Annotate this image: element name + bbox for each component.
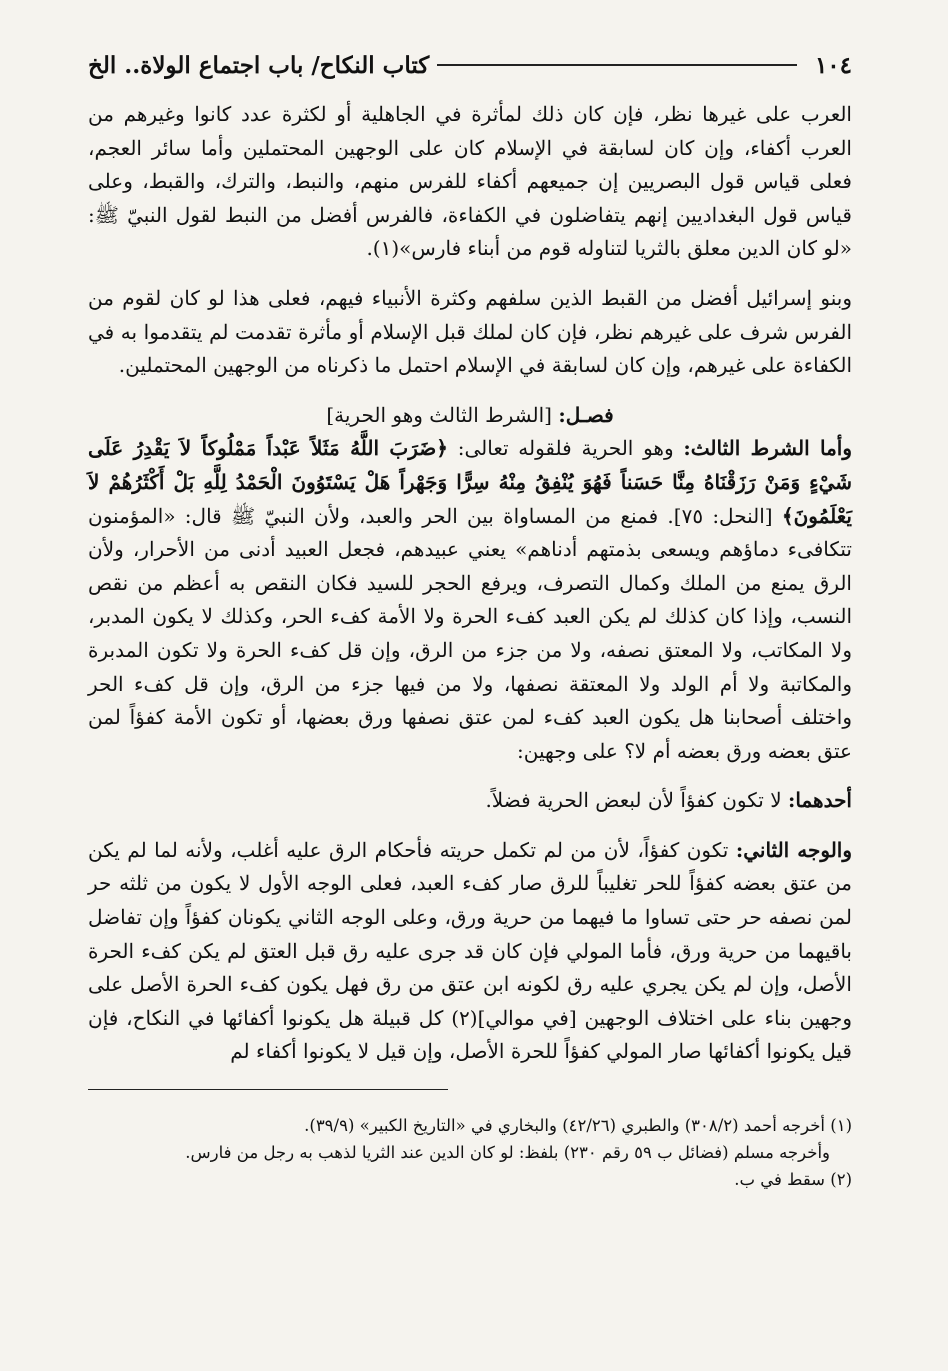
header-rule (437, 64, 797, 66)
running-header (88, 52, 852, 92)
paragraph (88, 834, 852, 1069)
section-heading (88, 399, 852, 433)
section-title: [الشرط الثالث وهو الحرية] (326, 402, 552, 427)
paragraph-rest: [النحل: ٧٥]. فمنع من المساواة بين الحر والعبد، ولأن النبيّ ﷺ قال: «المؤمنون تتكافىء دماؤهم ويسعى بذمتهم أدناهم» يعني عبيدهم، فجعل العبيد أدنى من الأحرار، ولأن الرق يمنع من الملك وكمال التصرف، ويرفع الحجر للسيد فكان النقص به أعظم من نقص النسب، وإذا كان كذلك لم يكن العبد كفء الحرة ولا الأمة كفء الحر، وكذلك لا يكون المدبر، ولا المكاتب، ولا المعتق نصفه، ولا من جزء من الرق، وإن قل كفء الحرة ولا تكون المدبرة والمكاتبة ولا أم الولد ولا المعتقة نصفها، ولا من فيها جزء من الرق، وإن قل كفء الحر واختلف أصحابنا هل يكون العبد كفء لمن عتق نصفها ورق بعضها، أو تكون الأمة كفؤاً لمن عتق بعضه ورق بعضه أم لا؟ على وجهين: (88, 503, 852, 763)
footnote: (٢) سقط في ب. (734, 1170, 852, 1190)
footnote: وأخرجه مسلم (فضائل ب ٥٩ رقم ٢٣٠) بلفظ: لو كان الدين عند الثريا لذهب به رجل من فارس. (185, 1143, 830, 1163)
paragraph-text: لا تكون كفؤاً لأن لبعض الحرية فضلاً. (485, 788, 782, 813)
main-text (88, 98, 852, 1069)
paragraph-lead: والوجه الثاني: (735, 837, 852, 862)
footnote: (١) أخرجه أحمد (٣٠٨/٢) والطبري (٤٢/٢٦) والبخاري في «التاريخ الكبير» (٣٩/٩). (304, 1116, 852, 1136)
running-title: كتاب النكاح/ باب اجتماع الولاة.. الخ (88, 52, 430, 79)
paragraph (88, 784, 852, 818)
paragraph (88, 432, 852, 768)
paragraph-lead: أحدهما: (787, 788, 852, 813)
footnote-separator (88, 1089, 448, 1090)
paragraph-intro: وهو الحرية فلقوله تعالى: (457, 436, 674, 461)
paragraph: العرب على غيرها نظر، فإن كان ذلك لمأثرة في الجاهلية أو لكثرة عدد كانوا وغيرهم من العرب أكفاء، وإن كان لسابقة في الإسلام كان على الوجهين المحتملين وأما سائر العجم، فعلى قياس قول البصريين إن جميعهم أكفاء للفرس منهم، والنبط، والترك، والقبط، وعلى قياس قول البغداديين إنهم يتفاضلون في الكفاءة، فالفرس أفضل من النبط لقول النبيّ ﷺ: «لو كان الدين معلق بالثريا لتناوله قوم من أبناء فارس»(١). (88, 102, 852, 261)
paragraph-lead: وأما الشرط الثالث: (683, 436, 852, 461)
paragraph-text: تكون كفؤاً، لأن من لم تكمل حريته فأحكام الرق عليه أغلب، ولأنه لما لم يكن من عتق بعضه كفؤاً للحر تغليباً للرق صار كفء العبد، فعلى الوجه الأول لا يكون من ثلثه حر لمن نصفه حر حتى تساوا ما فيهما من حرية ورق، وعلى الوجه الثاني يكونان كفؤاً وإن تفاضل باقيهما من حرية ورق، فأما المولي فإن كان قد جرى عليه رق قبل العتق لم يكن كفء الحرة الأصل، وإن لم يكن يجري عليه رق لكونه ابن عتق من رق فهل يكون كفء الحرة الأصل على وجهين بناء على اختلاف الوجهين [في موالي](٢) كل قبيلة هل يكونوا أكفائها في النكاح، فإن قيل يكونوا أكفائها صار المولي كفؤاً للحرة الأصل، وإن قيل لا يكونوا أكفاء لم (88, 837, 853, 1064)
footnotes (88, 1112, 852, 1193)
section-label: فصـل: (558, 402, 614, 427)
paragraph: وبنو إسرائيل أفضل من القبط الذين سلفهم وكثرة الأنبياء فيهم، فعلى هذا لو كان لقوم من الفرس شرف على غيرهم نظر، فإن كان لملك قبل الإسلام أو مأثرة تقدمت لم يتقدموا به في الكفاءة على غيرهم، وإن كان لسابقة في الإسلام احتمل ما ذكرناه من الوجهين المحتملين. (88, 285, 852, 378)
quran-verse: ﴿ضَرَبَ اللَّهُ مَثَلاً عَبْداً مَمْلُوكاً لاَ يَقْدِرُ عَلَى شَيْءٍ وَمَنْ رَزَقْنَاهُ مِنَّا حَسَناً فَهُوَ يُنْفِقُ مِنْهُ سِرًّا وَجَهْراً هَلْ يَسْتَوُونَ الْحَمْدُ لِلَّهِ بَلْ أَكْثَرُهُمْ لاَ يَعْلَمُونَ﴾ (88, 436, 852, 528)
page-number: ١٠٤ (814, 52, 852, 79)
